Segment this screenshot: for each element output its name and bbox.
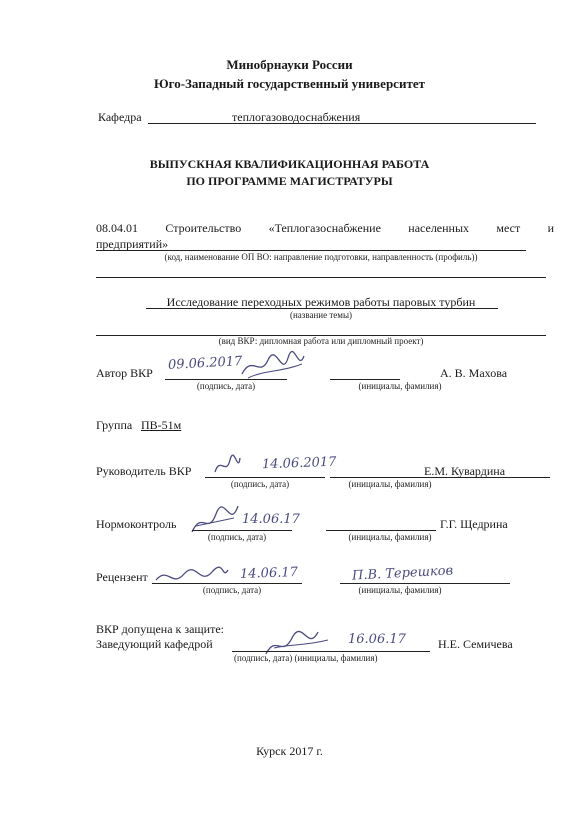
supervisor-label: Руководитель ВКР bbox=[96, 464, 192, 478]
author-name-caption: (инициалы, фамилия) bbox=[358, 381, 442, 391]
reviewer-signature-date: 14.06.17 bbox=[239, 564, 299, 583]
group-label: Группа bbox=[96, 418, 133, 432]
supervisor-sign-caption: (подпись, дата) bbox=[230, 479, 290, 489]
program-line1: 08.04.01 Строительство «Теплогазоснабжение населенных мест и bbox=[96, 221, 554, 235]
supervisor-name: Е.М. Кувардина bbox=[424, 464, 506, 478]
normcontrol-name: Г.Г. Щедрина bbox=[440, 517, 508, 531]
author-label: Автор ВКР bbox=[96, 366, 153, 380]
head-of-department-name: Н.Е. Семичева bbox=[438, 637, 513, 651]
head-of-department-date: 16.06.17 bbox=[348, 632, 406, 647]
reviewer-name: П.В. Терешков bbox=[351, 563, 454, 584]
work-title-line1: ВЫПУСКНАЯ КВАЛИФИКАЦИОННАЯ РАБОТА bbox=[149, 157, 430, 171]
program-blank-line bbox=[96, 276, 546, 278]
author-sign-caption: (подпись, дата) bbox=[196, 381, 256, 391]
head-of-department-line bbox=[232, 650, 430, 652]
author-name-line bbox=[330, 378, 400, 380]
reviewer-sign-caption: (подпись, дата) bbox=[202, 585, 262, 595]
work-type-caption: (вид ВКР: дипломная работа или дипломный проект) bbox=[218, 336, 424, 346]
normcontrol-sign-line bbox=[192, 529, 292, 531]
normcontrol-name-line bbox=[326, 529, 436, 531]
department-label: Кафедра bbox=[98, 110, 142, 124]
group-value: ПВ-51м bbox=[141, 418, 182, 432]
author-sign-line bbox=[165, 378, 287, 380]
ministry-heading: Минобрнауки России bbox=[226, 57, 353, 72]
reviewer-sign-line bbox=[152, 582, 302, 584]
author-signature-date: 09.06.2017 bbox=[167, 354, 243, 373]
normcontrol-sign-caption: (подпись, дата) bbox=[207, 532, 267, 542]
program-line2: предприятий» bbox=[96, 237, 169, 251]
head-of-department-label: Заведующий кафедрой bbox=[96, 637, 213, 651]
head-of-department-caption: (подпись, дата) (инициалы, фамилия) bbox=[234, 653, 378, 663]
place-year: Курск 2017 г. bbox=[256, 744, 323, 758]
normcontrol-signature-date: 14.06.17 bbox=[242, 512, 300, 527]
admission-line: ВКР допущена к защите: bbox=[96, 622, 224, 636]
work-title-line2: ПО ПРОГРАММЕ МАГИСТРАТУРЫ bbox=[186, 174, 393, 188]
reviewer-name-line bbox=[340, 582, 510, 584]
topic-value: Исследование переходных режимов работы паровых турбин bbox=[166, 295, 476, 309]
normcontrol-name-caption: (инициалы, фамилия) bbox=[348, 532, 432, 542]
author-name: А. В. Махова bbox=[440, 366, 508, 380]
supervisor-signature-date: 14.06.2017 bbox=[261, 454, 337, 473]
program-underline bbox=[96, 249, 526, 251]
supervisor-name-caption: (инициалы, фамилия) bbox=[348, 479, 432, 489]
reviewer-name-caption: (инициалы, фамилия) bbox=[358, 585, 442, 595]
topic-underline bbox=[146, 307, 498, 309]
topic-caption: (название темы) bbox=[289, 310, 353, 320]
normcontrol-label: Нормоконтроль bbox=[96, 517, 177, 531]
supervisor-sign-line bbox=[205, 476, 325, 478]
reviewer-label: Рецензент bbox=[96, 570, 148, 584]
program-caption: (код, наименование ОП ВО: направление подготовки, направленность (профиль)) bbox=[164, 252, 478, 262]
university-heading: Юго-Западный государственный университет bbox=[154, 76, 425, 91]
department-value: теплогазоводоснабжения bbox=[232, 110, 361, 124]
